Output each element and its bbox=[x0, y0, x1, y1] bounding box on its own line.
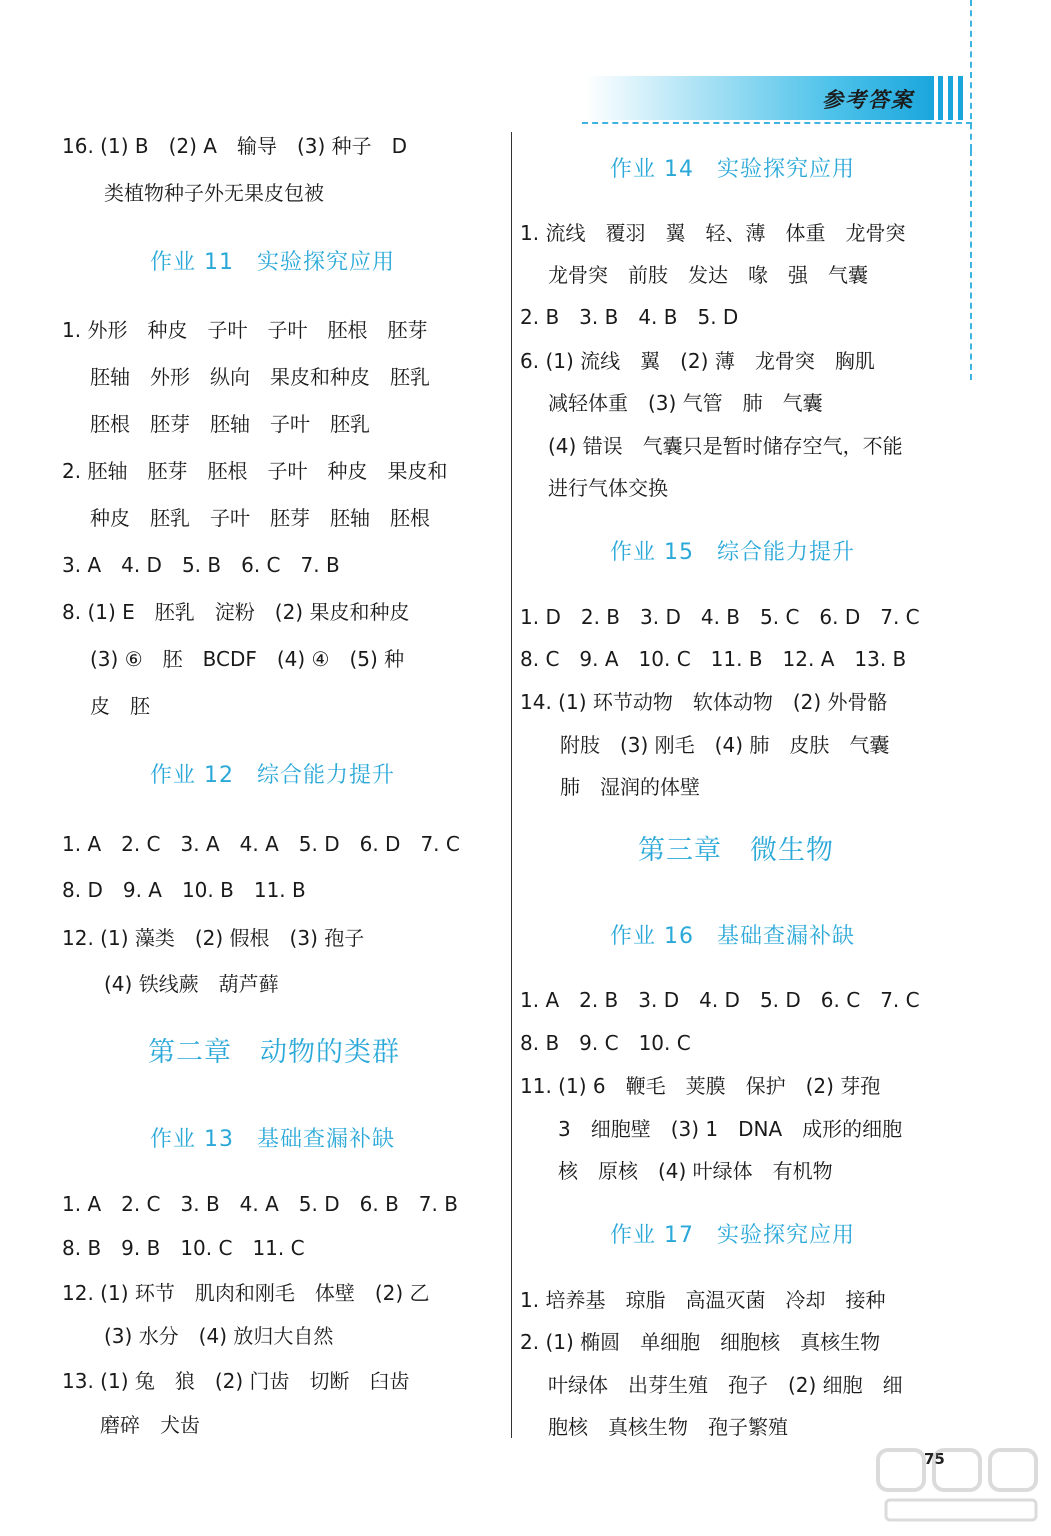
section-heading: 作业 13 基础查漏补缺 bbox=[150, 1127, 395, 1152]
section-heading: 作业 15 综合能力提升 bbox=[610, 540, 855, 565]
answer-line: 进行气体交换 bbox=[548, 476, 668, 500]
chapter-title: 第二章 动物的类群 bbox=[148, 1037, 400, 1068]
answer-line: 1. 流线 覆羽 翼 轻、薄 体重 龙骨突 bbox=[520, 221, 906, 245]
answer-line: 1. A 2. C 3. B 4. A 5. D 6. B 7. B bbox=[62, 1192, 458, 1216]
chapter-title: 第三章 微生物 bbox=[638, 835, 834, 866]
answer-line: 核 原核 (4) 叶绿体 有机物 bbox=[558, 1159, 833, 1183]
answer-line: 14. (1) 环节动物 软体动物 (2) 外骨骼 bbox=[520, 690, 888, 714]
answer-line: 胞核 真核生物 孢子繁殖 bbox=[548, 1415, 788, 1439]
answer-line: 11. (1) 6 鞭毛 荚膜 保护 (2) 芽孢 bbox=[520, 1074, 881, 1098]
answer-line: (3) 水分 (4) 放归大自然 bbox=[104, 1324, 334, 1348]
answer-line: 8. B 9. B 10. C 11. C bbox=[62, 1236, 305, 1260]
answer-line: 8. C 9. A 10. C 11. B 12. A 13. B bbox=[520, 647, 907, 671]
answer-line: 8. B 9. C 10. C bbox=[520, 1031, 691, 1055]
page-number: 75 bbox=[924, 1450, 945, 1468]
header-title: 参考答案 bbox=[822, 88, 914, 112]
answer-line: 12. (1) 藻类 (2) 假根 (3) 孢子 bbox=[62, 926, 365, 950]
section-heading: 作业 14 实验探究应用 bbox=[610, 157, 855, 182]
answer-line: 8. D 9. A 10. B 11. B bbox=[62, 878, 306, 902]
answer-line: 8. (1) E 胚乳 淀粉 (2) 果皮和种皮 bbox=[62, 600, 410, 624]
stripe bbox=[938, 76, 943, 120]
answer-line: 1. D 2. B 3. D 4. B 5. C 6. D 7. C bbox=[520, 605, 920, 629]
answer-line: 胚根 胚芽 胚轴 子叶 胚乳 bbox=[90, 412, 370, 436]
vertical-dashed-border bbox=[970, 150, 972, 380]
watermark-logo bbox=[876, 1446, 1044, 1526]
answer-line: 叶绿体 出芽生殖 孢子 (2) 细胞 细 bbox=[548, 1373, 903, 1397]
answer-line: 种皮 胚乳 子叶 胚芽 胚轴 胚根 bbox=[90, 506, 430, 530]
answer-line: 1. 外形 种皮 子叶 子叶 胚根 胚芽 bbox=[62, 318, 428, 342]
header-banner bbox=[586, 76, 934, 120]
header-dashed-rule bbox=[582, 122, 972, 124]
answer-line: 3. A 4. D 5. B 6. C 7. B bbox=[62, 553, 340, 577]
answer-line: 附肢 (3) 刚毛 (4) 肺 皮肤 气囊 bbox=[560, 733, 890, 757]
answer-line: 1. A 2. B 3. D 4. D 5. D 6. C 7. C bbox=[520, 988, 920, 1012]
answer-line: (3) ⑥ 胚 BCDF (4) ④ (5) 种 bbox=[90, 647, 405, 671]
answer-line: 1. A 2. C 3. A 4. A 5. D 6. D 7. C bbox=[62, 832, 460, 856]
section-heading: 作业 16 基础查漏补缺 bbox=[610, 924, 855, 949]
answer-line: 3 细胞壁 (3) 1 DNA 成形的细胞 bbox=[558, 1117, 903, 1141]
vertical-dashed-border-top bbox=[970, 0, 972, 150]
answer-line: (4) 错误 气囊只是暂时储存空气，不能 bbox=[548, 434, 903, 458]
stripe bbox=[948, 76, 953, 120]
answer-line: 12. (1) 环节 肌肉和刚毛 体壁 (2) 乙 bbox=[62, 1281, 430, 1305]
answer-line: 磨碎 犬齿 bbox=[100, 1413, 200, 1437]
answer-line: 类植物种子外无果皮包被 bbox=[104, 181, 324, 205]
answer-line: 肺 湿润的体壁 bbox=[560, 775, 700, 799]
answer-line: 皮 胚 bbox=[90, 694, 150, 718]
answer-line: 2. 胚轴 胚芽 胚根 子叶 种皮 果皮和 bbox=[62, 459, 448, 483]
answer-line: 2. (1) 椭圆 单细胞 细胞核 真核生物 bbox=[520, 1330, 881, 1354]
header-stripes bbox=[938, 76, 968, 120]
answer-line: 6. (1) 流线 翼 (2) 薄 龙骨突 胸肌 bbox=[520, 349, 875, 373]
answer-line: 减轻体重 (3) 气管 肺 气囊 bbox=[548, 391, 823, 415]
answer-line: (4) 铁线蕨 葫芦藓 bbox=[104, 972, 279, 996]
section-heading: 作业 12 综合能力提升 bbox=[150, 763, 395, 788]
section-heading: 作业 11 实验探究应用 bbox=[150, 250, 395, 275]
answer-line: 龙骨突 前肢 发达 喙 强 气囊 bbox=[548, 263, 868, 287]
answer-line: 13. (1) 兔 狼 (2) 门齿 切断 臼齿 bbox=[62, 1369, 410, 1393]
answer-line: 胚轴 外形 纵向 果皮和种皮 胚乳 bbox=[90, 365, 430, 389]
answer-line: 2. B 3. B 4. B 5. D bbox=[520, 305, 739, 329]
answer-line: 1. 培养基 琼脂 高温灭菌 冷却 接种 bbox=[520, 1288, 886, 1312]
stripe bbox=[958, 76, 963, 120]
answer-line: 16. (1) B (2) A 输导 (3) 种子 D bbox=[62, 134, 408, 158]
section-heading: 作业 17 实验探究应用 bbox=[610, 1223, 855, 1248]
column-divider bbox=[511, 132, 512, 1438]
